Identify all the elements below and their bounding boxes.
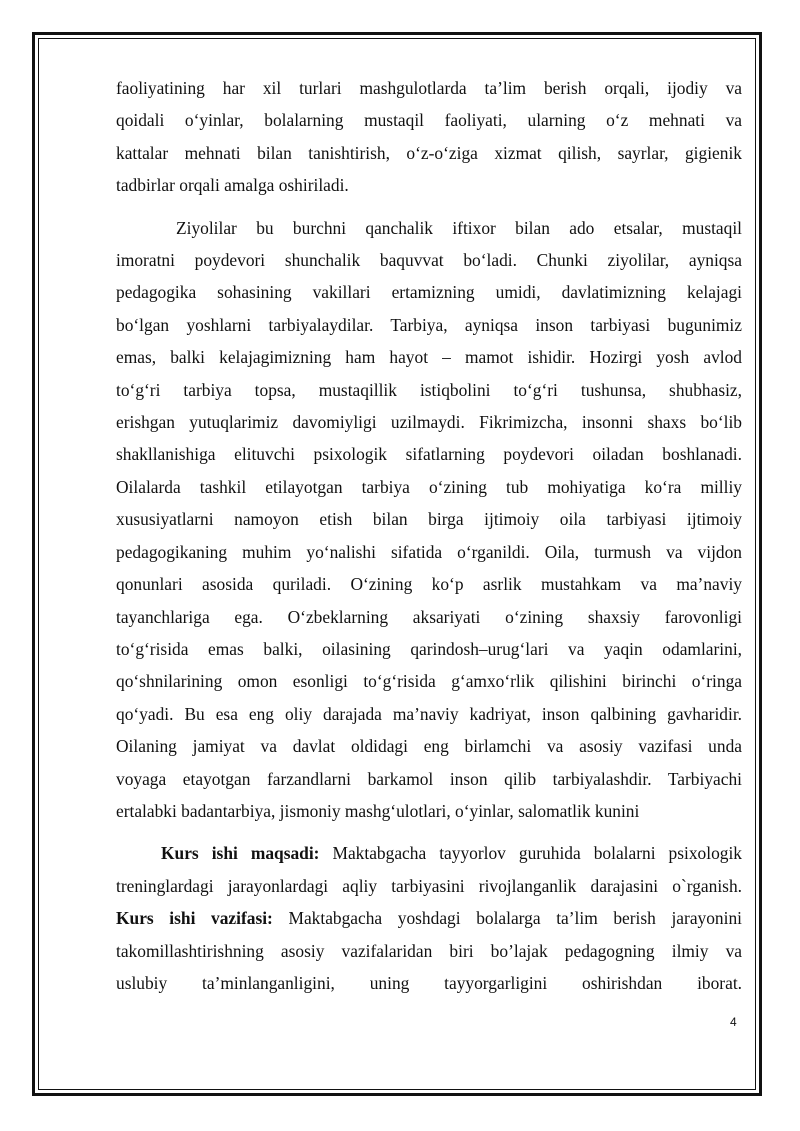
text-line: takomillashtirishning asosiy vazifalaridan biri bo’lajak pedagogning ilmiy va bbox=[116, 940, 742, 961]
text-line: qo‘shnilarining omon esonligi to‘g‘risida g‘amxo‘rlik qilishini birinchi o‘ringa bbox=[116, 671, 742, 692]
paragraph-2 bbox=[116, 212, 742, 828]
text-line: qo‘yadi. Bu esa eng oliy darajada ma’naviy kadriyat, inson qalbining gavharidir. bbox=[116, 703, 742, 724]
text-line: erishgan yutuqlarimiz davomiyligi uzilmaydi. Fikrimizcha, insonni shaxs bo‘lib bbox=[116, 412, 742, 433]
text-line: kattalar mehnati bilan tanishtirish, o‘z-o‘ziga xizmat qilish, sayrlar, gigienik bbox=[116, 142, 742, 163]
text-line: treninglardagi jarayonlardagi aqliy tarbiyasini rivojlanganlik darajasini o`rganish. bbox=[116, 875, 742, 896]
text-line: shakllanishiga elituvchi psixologik sifatlarning poydevori oiladan boshlanadi. bbox=[116, 444, 742, 465]
course-task-label: Kurs ishi vazifasi: bbox=[116, 908, 273, 929]
text-line: voyaga etayotgan farzandlarni barkamol inson qilib tarbiyalashdir. Tarbiyachi bbox=[116, 768, 742, 789]
text-line: Oilaning jamiyat va davlat oldidagi eng birlamchi va asosiy vazifasi unda bbox=[116, 736, 742, 757]
course-goal-text: Maktabgacha tayyorlov guruhida bolalarni psixologik bbox=[319, 843, 742, 864]
text-line bbox=[116, 837, 742, 869]
paragraph-3 bbox=[116, 837, 742, 999]
text-line bbox=[116, 902, 742, 934]
paragraph-gap bbox=[116, 202, 742, 212]
course-task-text: Maktabgacha yoshdagi bolalarga ta’lim berish jarayonini bbox=[272, 908, 742, 929]
document-body bbox=[116, 72, 742, 999]
text-line: Oilalarda tashkil etilayotgan tarbiya o‘zining tub mohiyatiga ko‘ra milliy bbox=[116, 476, 742, 497]
text-line: qonunlari asosida quriladi. O‘zining ko‘p asrlik mustahkam va ma’naviy bbox=[116, 574, 742, 595]
text-line: pedagogikaning muhim yo‘nalishi sifatida o‘rganildi. Oila, turmush va vijdon bbox=[116, 541, 742, 562]
text-line: xususiyatlarni namoyon etish bilan birga ijtimoiy oila tarbiyasi ijtimoiy bbox=[116, 509, 742, 530]
text-line: ertalabki badantarbiya, jismoniy mashg‘ulotlari, o‘yinlar, salomatlik kunini bbox=[116, 800, 640, 821]
text-line: tadbirlar orqali amalga oshiriladi. bbox=[116, 175, 349, 196]
text-line: pedagogika sohasining vakillari ertamizning umidi, davlatimizning kelajagi bbox=[116, 282, 742, 303]
text-line: tayanchlariga ega. O‘zbeklarning aksariyati o‘zining shaxsiy farovonligi bbox=[116, 606, 742, 627]
text-line: imoratni poydevori shunchalik baquvvat bo‘ladi. Chunki ziyolilar, ayniqsa bbox=[116, 250, 742, 271]
text-line: to‘g‘ri tarbiya topsa, mustaqillik istiqbolini to‘g‘ri tushunsa, shubhasiz, bbox=[116, 379, 742, 400]
text-line: bo‘lgan yoshlarni tarbiyalaydilar. Tarbiya, ayniqsa inson tarbiyasi bugunimiz bbox=[116, 314, 742, 335]
text-line: to‘g‘risida emas balki, oilasining qarindosh–urug‘lari va yaqin odamlarini, bbox=[116, 638, 742, 659]
page-number: 4 bbox=[730, 1015, 737, 1029]
text-line: qoidali o‘yinlar, bolalarning mustaqil faoliyati, ularning o‘z mehnati va bbox=[116, 110, 742, 131]
course-goal-label: Kurs ishi maqsadi: bbox=[161, 843, 320, 864]
text-line: emas, balki kelajagimizning ham hayot – mamot ishidir. Hozirgi yosh avlod bbox=[116, 347, 742, 368]
paragraph-gap bbox=[116, 827, 742, 837]
text-line: faoliyatining har xil turlari mashgulotlarda ta’lim berish orqali, ijodiy va bbox=[116, 78, 742, 98]
paragraph-1 bbox=[116, 72, 742, 202]
text-line: Ziyolilar bu burchni qanchalik iftixor bilan ado etsalar, mustaqil bbox=[176, 217, 742, 238]
text-line: uslubiy ta’minlanganligini, uning tayyorgarligini oshirishdan iborat. bbox=[116, 972, 742, 993]
